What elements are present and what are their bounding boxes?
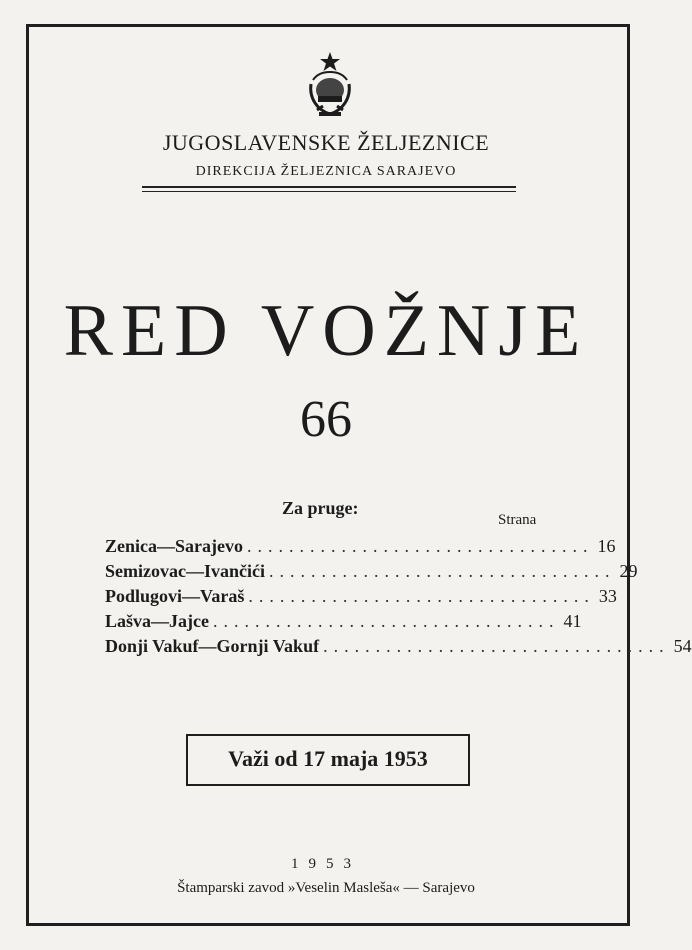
route-item (105, 636, 692, 661)
route-name: Semizovac—Ivančići (105, 561, 265, 581)
page-title: RED VOŽNJE (63, 290, 589, 372)
validity-box (186, 734, 470, 786)
route-page: 16 (597, 536, 616, 556)
leader-dots: ................................. (248, 586, 595, 606)
route-name: Zenica—Sarajevo (105, 536, 243, 556)
organization-name: JUGOSLAVENSKE ŽELJEZNICE (162, 130, 490, 155)
edition-number: 66 (300, 391, 352, 448)
page-border (26, 24, 630, 926)
route-item (105, 561, 638, 586)
page-column-label: Strana (498, 512, 537, 528)
route-name: Donji Vakuf—Gornji Vakuf (105, 636, 320, 656)
leader-dots: ................................. (323, 636, 670, 656)
route-item (105, 586, 617, 611)
publication-year: 1953 (291, 856, 361, 872)
routes-heading: Za pruge: (282, 498, 359, 518)
coat-of-arms-icon (299, 50, 361, 122)
routes-list (105, 536, 692, 661)
divider (142, 191, 516, 192)
leader-dots: ................................. (212, 611, 560, 631)
validity-text: Važi od 17 maja 1953 (228, 746, 428, 771)
publisher-line: Štamparski zavod »Veselin Masleša« — Sarajevo (177, 880, 475, 896)
leader-dots: ................................. (268, 561, 616, 581)
route-name: Lašva—Jajce (105, 611, 209, 631)
route-page: 41 (563, 611, 582, 631)
divider (142, 186, 516, 188)
leader-dots: ................................. (246, 536, 594, 556)
route-page: 29 (619, 561, 638, 581)
route-item (105, 536, 616, 561)
route-page: 33 (598, 586, 617, 606)
division-name: DIREKCIJA ŽELJEZNICA SARAJEVO (195, 164, 457, 179)
route-page: 54 (673, 636, 692, 656)
route-item (105, 611, 582, 636)
route-name: Podlugovi—Varaš (105, 586, 245, 606)
